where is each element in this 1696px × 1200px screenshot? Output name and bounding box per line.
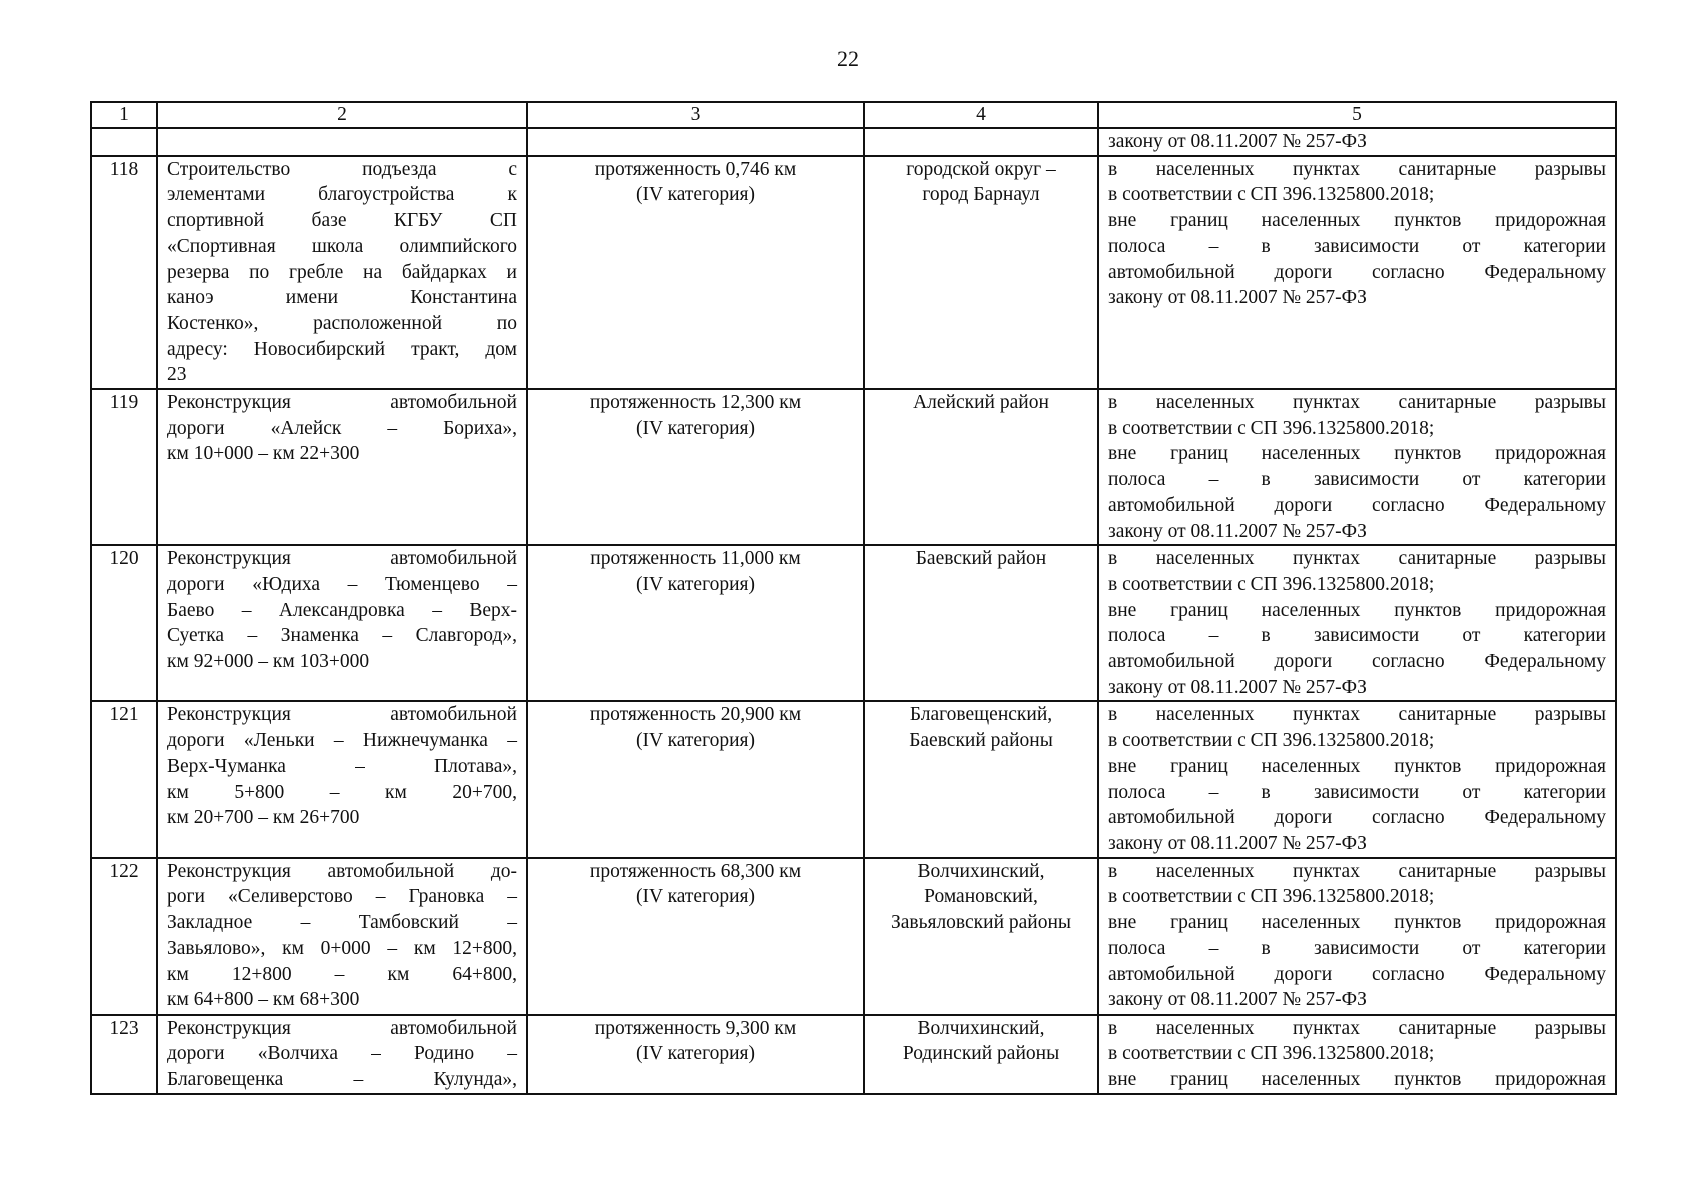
text-line: протяженность 11,000 км: [590, 548, 801, 570]
cell-object: [157, 858, 527, 1015]
table-header-row: [91, 102, 1616, 128]
cell-location: [864, 128, 1098, 156]
cell-num: 121: [91, 701, 157, 857]
text-line: автомобильной дороги согласно Федеральному: [1108, 494, 1606, 516]
text-line: км 10+000 – км 22+300: [167, 443, 360, 465]
text-line: в населенных пунктах санитарные разрывы: [1108, 860, 1606, 882]
cell-num: 122: [91, 858, 157, 1015]
text-line: протяженность 68,300 км: [589, 860, 802, 882]
continuation-row: [91, 128, 1616, 156]
text-line: км 12+800 – км 64+800,: [167, 963, 517, 985]
text-line: км 64+800 – км 68+300: [167, 989, 360, 1011]
cell-location: [864, 389, 1098, 545]
cell-zone: [1098, 128, 1616, 156]
text-line: Родинский районы: [902, 1043, 1060, 1065]
text-line: закону от 08.11.2007 № 257-ФЗ: [1108, 287, 1367, 309]
text-line: автомобильной дороги согласно Федеральному: [1108, 963, 1606, 985]
cell-object: [157, 701, 527, 857]
text-line: в населенных пунктах санитарные разрывы: [1108, 392, 1606, 414]
text-line: спортивной базе КГБУ СП: [167, 210, 517, 232]
text-line: Алейский район: [913, 392, 1049, 414]
text-line: (IV категория): [635, 730, 755, 752]
cell-num: 123: [91, 1015, 157, 1094]
text-line: вне границ населенных пунктов придорожная: [1108, 1069, 1606, 1091]
cell-location: [864, 701, 1098, 857]
cell-num: [91, 128, 157, 156]
text-line: км 5+800 – км 20+700,: [167, 781, 517, 803]
text-line: Завьялово», км 0+000 – км 12+800,: [167, 937, 517, 959]
text-line: город Барнаул: [922, 184, 1040, 206]
text-line: (IV категория): [635, 573, 755, 595]
text-line: Реконструкция автомобильной до-: [167, 860, 517, 882]
cell-extent: [527, 128, 864, 156]
text-line: Завьяловский районы: [890, 912, 1072, 934]
table-row: [91, 156, 1616, 389]
cell-object: [157, 156, 527, 389]
text-line: автомобильной дороги согласно Федеральному: [1108, 651, 1606, 673]
cell-location: [864, 1015, 1098, 1094]
text-line: Суетка – Знаменка – Славгород»,: [167, 625, 517, 647]
table-row: [91, 858, 1616, 1015]
text-line: км 92+000 – км 103+000: [167, 651, 370, 673]
text-line: Реконструкция автомобильной: [167, 548, 517, 570]
text-line: Волчихинский,: [917, 860, 1045, 882]
text-line: Благовещенский,: [909, 704, 1053, 726]
text-line: адресу: Новосибирский тракт, дом: [167, 338, 517, 360]
text-line: 23: [167, 364, 187, 386]
column-header: 3: [527, 102, 864, 128]
text-line: дороги «Леньки – Нижнечуманка –: [167, 730, 517, 752]
text-line: Верх-Чуманка – Плотава»,: [167, 755, 517, 777]
text-line: Реконструкция автомобильной: [167, 1017, 517, 1039]
cell-object: [157, 545, 527, 701]
text-line: в населенных пунктах санитарные разрывы: [1108, 548, 1606, 570]
cell-extent: [527, 701, 864, 857]
cell-zone: [1098, 701, 1616, 857]
cell-location: [864, 545, 1098, 701]
text-line: Реконструкция автомобильной: [167, 704, 517, 726]
text-line: (IV категория): [635, 1043, 755, 1065]
text-line: полоса – в зависимости от категории: [1108, 235, 1606, 257]
text-line: закону от 08.11.2007 № 257-ФЗ: [1108, 989, 1367, 1011]
text-line: полоса – в зависимости от категории: [1108, 937, 1606, 959]
table-row: [91, 389, 1616, 545]
text-line: Закладное – Тамбовский –: [167, 912, 517, 934]
text-line: вне границ населенных пунктов придорожная: [1108, 210, 1606, 232]
cell-location: [864, 858, 1098, 1015]
text-line: закону от 08.11.2007 № 257-ФЗ: [1108, 676, 1367, 698]
text-line: городской округ –: [906, 158, 1056, 180]
text-line: автомобильной дороги согласно Федеральному: [1108, 261, 1606, 283]
cell-extent: [527, 156, 864, 389]
objects-table: [90, 101, 1617, 1095]
text-line: Благовещенка – Кулунда»,: [167, 1069, 517, 1091]
text-line: (IV категория): [635, 184, 755, 206]
text-line: закону от 08.11.2007 № 257-ФЗ: [1108, 131, 1367, 152]
text-line: протяженность 0,746 км: [594, 158, 797, 180]
cell-object: [157, 389, 527, 545]
text-line: протяженность 12,300 км: [589, 392, 802, 414]
text-line: в населенных пунктах санитарные разрывы: [1108, 158, 1606, 180]
text-line: роги «Селиверстово – Грановка –: [167, 886, 517, 908]
text-line: Реконструкция автомобильной: [167, 392, 517, 414]
column-header: 2: [157, 102, 527, 128]
text-line: автомобильной дороги согласно Федеральному: [1108, 807, 1606, 829]
text-line: в соответствии с СП 396.1325800.2018;: [1108, 730, 1435, 752]
cell-num: 119: [91, 389, 157, 545]
table-row: [91, 545, 1616, 701]
text-line: (IV категория): [635, 886, 755, 908]
text-line: Строительство подъезда с: [167, 158, 517, 180]
text-line: в соответствии с СП 396.1325800.2018;: [1108, 573, 1435, 595]
cell-zone: [1098, 389, 1616, 545]
text-line: вне границ населенных пунктов придорожная: [1108, 912, 1606, 934]
text-line: Баево – Александровка – Верх-: [167, 599, 517, 621]
text-line: дороги «Юдиха – Тюменцево –: [167, 573, 517, 595]
cell-object: [157, 1015, 527, 1094]
text-line: протяженность 9,300 км: [594, 1017, 797, 1039]
text-line: Волчихинский,: [917, 1017, 1045, 1039]
text-line: в населенных пунктах санитарные разрывы: [1108, 704, 1606, 726]
cell-extent: [527, 389, 864, 545]
table-row: [91, 1015, 1616, 1094]
text-line: Баевский район: [915, 548, 1047, 570]
cell-location: [864, 156, 1098, 389]
column-header: 1: [91, 102, 157, 128]
cell-extent: [527, 545, 864, 701]
text-line: Романовский,: [924, 886, 1038, 908]
text-line: дороги «Волчиха – Родино –: [167, 1043, 517, 1065]
page-number: 22: [837, 46, 859, 71]
text-line: закону от 08.11.2007 № 257-ФЗ: [1108, 520, 1367, 542]
text-line: резерва по гребле на байдарках и: [167, 261, 517, 283]
cell-object: [157, 128, 527, 156]
column-header: 4: [864, 102, 1098, 128]
text-line: дороги «Алейск – Бориха»,: [167, 417, 517, 439]
text-line: полоса – в зависимости от категории: [1108, 469, 1606, 491]
text-line: км 20+700 – км 26+700: [167, 807, 360, 829]
cell-extent: [527, 1015, 864, 1094]
text-line: в соответствии с СП 396.1325800.2018;: [1108, 417, 1435, 439]
text-line: вне границ населенных пунктов придорожная: [1108, 755, 1606, 777]
text-line: в соответствии с СП 396.1325800.2018;: [1108, 886, 1435, 908]
text-line: закону от 08.11.2007 № 257-ФЗ: [1108, 832, 1367, 854]
text-line: элементами благоустройства к: [167, 184, 517, 206]
text-line: полоса – в зависимости от категории: [1108, 781, 1606, 803]
cell-num: 118: [91, 156, 157, 389]
text-line: полоса – в зависимости от категории: [1108, 625, 1606, 647]
cell-zone: [1098, 545, 1616, 701]
column-header: 5: [1098, 102, 1616, 128]
text-line: Костенко», расположенной по: [167, 312, 517, 334]
text-line: в соответствии с СП 396.1325800.2018;: [1108, 1043, 1435, 1065]
cell-zone: [1098, 858, 1616, 1015]
text-line: вне границ населенных пунктов придорожная: [1108, 443, 1606, 465]
text-line: протяженность 20,900 км: [589, 704, 802, 726]
cell-num: 120: [91, 545, 157, 701]
text-line: (IV категория): [635, 417, 755, 439]
text-line: Баевский районы: [909, 730, 1053, 752]
text-line: вне границ населенных пунктов придорожная: [1108, 599, 1606, 621]
text-line: «Спортивная школа олимпийского: [167, 235, 517, 257]
cell-zone: [1098, 1015, 1616, 1094]
text-line: в соответствии с СП 396.1325800.2018;: [1108, 184, 1435, 206]
cell-extent: [527, 858, 864, 1015]
table-row: [91, 701, 1616, 857]
text-line: каноэ имени Константина: [167, 287, 517, 309]
text-line: в населенных пунктах санитарные разрывы: [1108, 1017, 1606, 1039]
cell-zone: [1098, 156, 1616, 389]
